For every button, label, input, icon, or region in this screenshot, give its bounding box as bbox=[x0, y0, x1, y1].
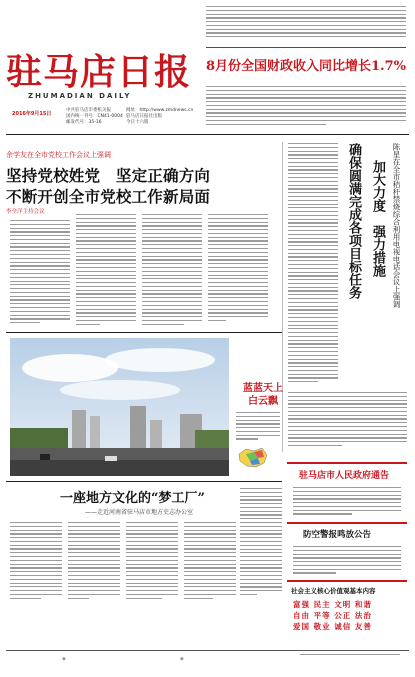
lead-body-col-4 bbox=[208, 214, 268, 324]
feature-col-5 bbox=[240, 488, 282, 598]
lead-body-col-1 bbox=[10, 220, 70, 326]
feature-subtitle: ——走近河南省驻马店市地方史志办公室 bbox=[85, 509, 194, 516]
right-headline-kicker: 陈星在全市秸秆禁烧综合利用电视电话会议上强调 bbox=[392, 143, 401, 308]
lead-title-line-2: 不断开创全市党校工作新局面 bbox=[6, 188, 211, 206]
lead-byline: 李全洋主持会议 bbox=[6, 209, 45, 215]
core-values-row-2: 自由 平等 公正 法治 bbox=[293, 611, 372, 620]
top-text-block-upper bbox=[206, 6, 406, 40]
ad-title: 防空警报鸣放公告 bbox=[303, 530, 372, 540]
masthead-english-title: ZHUMADIAN DAILY bbox=[28, 92, 132, 100]
masthead-issue-info: 中共驻马店市委机关报 国内统一刊号：CN41-0004 邮发代号：35-16 bbox=[66, 108, 123, 125]
core-values-title: 社会主义核心价值观基本内容 bbox=[291, 587, 376, 595]
right-body-text-lower bbox=[288, 392, 407, 449]
feature-col-2 bbox=[68, 522, 120, 601]
core-values-box bbox=[287, 580, 407, 642]
footer-rule bbox=[6, 650, 409, 651]
masthead-divider bbox=[6, 134, 409, 135]
lead-body-col-3 bbox=[142, 214, 202, 327]
right-headline-title-1: 加大力度 强力措施 bbox=[370, 160, 385, 277]
lead-body-col-2 bbox=[76, 214, 136, 327]
photo-caption-text bbox=[236, 412, 280, 442]
right-headline-title-2: 确保圆满完成各项目标任务 bbox=[346, 143, 361, 299]
feature-title: 一座地方文化的“梦工厂” bbox=[60, 491, 205, 506]
notice-title: 驻马店市人民政府通告 bbox=[299, 471, 390, 481]
photo-side-title: 蓝蓝天上 白云飘 bbox=[243, 383, 283, 407]
feature-col-4 bbox=[184, 522, 236, 601]
map-graphic bbox=[236, 446, 270, 470]
masthead-title: 驻马店日报 bbox=[6, 51, 192, 93]
footer-ornament-right: ◆ bbox=[180, 656, 184, 662]
lead-kicker: 余学友在全市党校工作会议上强调 bbox=[6, 151, 111, 159]
footer-info bbox=[300, 654, 400, 658]
section-rule-photo bbox=[6, 332, 282, 333]
top-text-block bbox=[206, 86, 406, 128]
section-rule-feature bbox=[6, 481, 282, 482]
top-headline: 8月份全国财政收入同比增长1.7% bbox=[206, 59, 407, 74]
masthead-contact-info: 网址：http://www.zmdnews.cn 驻马店日报社出版 今日十六版 bbox=[126, 108, 194, 125]
masthead-date: 2016年9月15日 bbox=[12, 111, 52, 117]
lead-title-line-1: 坚持党校姓党 坚定正确方向 bbox=[6, 167, 211, 185]
right-body-text bbox=[288, 143, 338, 385]
notice-box bbox=[287, 462, 407, 519]
footer-ornament-left: ◆ bbox=[62, 656, 66, 662]
ad-box bbox=[287, 522, 407, 578]
feature-col-1 bbox=[10, 522, 62, 601]
feature-col-3 bbox=[126, 522, 178, 601]
core-values-row-1: 富强 民主 文明 和谐 bbox=[293, 600, 372, 609]
city-skyline-photo bbox=[10, 338, 229, 476]
core-values-row-3: 爱国 敬业 诚信 友善 bbox=[293, 622, 372, 631]
top-rule bbox=[206, 47, 406, 48]
